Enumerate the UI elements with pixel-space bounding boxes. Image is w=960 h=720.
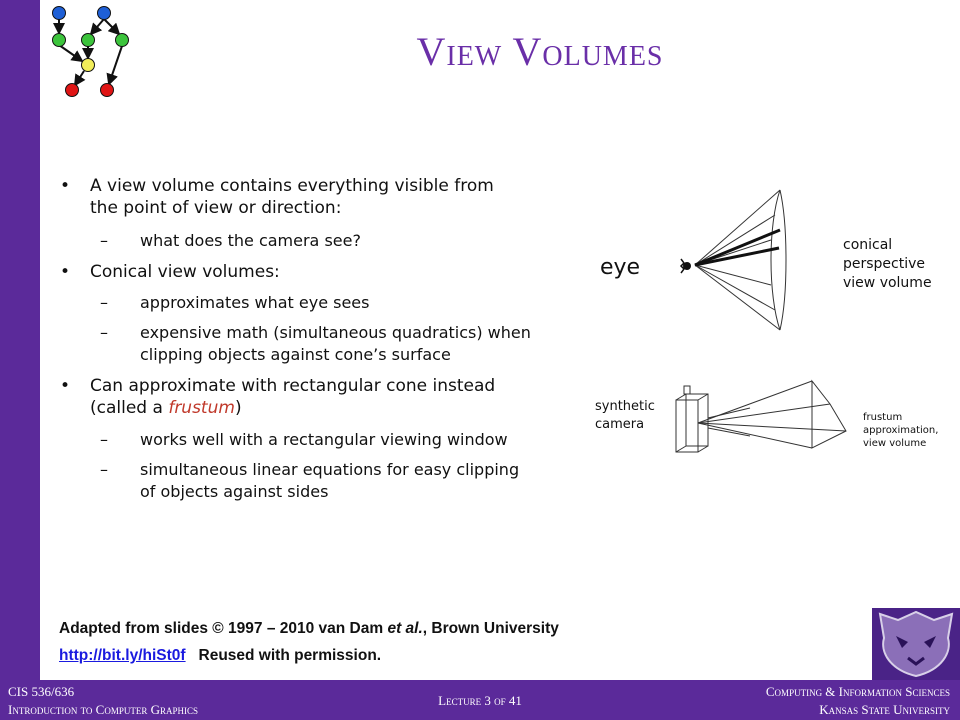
conical-label-line: perspective bbox=[843, 256, 926, 272]
sub-bullet-text-line: expensive math (simultaneous quadratics) when bbox=[140, 323, 531, 342]
credit-line bbox=[59, 647, 381, 665]
reuse-text: Reused with permission. bbox=[198, 647, 382, 664]
wildcat-logo-icon bbox=[872, 608, 960, 680]
page-title: View Volumes bbox=[416, 29, 664, 74]
sub-bullet-text-line: simultaneous linear equations for easy clipping bbox=[140, 460, 520, 479]
frustum-label-line: approximation, bbox=[863, 425, 939, 436]
bullet-text-line: A view volume contains everything visible from bbox=[90, 176, 494, 196]
camera-label-line: synthetic bbox=[595, 399, 655, 414]
sub-bullet-dash: – bbox=[100, 460, 108, 479]
sub-bullet-text: approximates what eye sees bbox=[140, 293, 370, 312]
bullet-dot: • bbox=[60, 376, 71, 396]
frustum-term: frustum bbox=[168, 398, 235, 418]
frustum-figure bbox=[590, 378, 955, 463]
footer-bar bbox=[0, 680, 960, 720]
sub-bullet-text: works well with a rectangular viewing window bbox=[140, 430, 508, 449]
sub-bullet-dash: – bbox=[100, 323, 108, 342]
frustum-label-line: frustum bbox=[863, 412, 903, 423]
credit-line bbox=[59, 620, 559, 638]
graph-logo-icon bbox=[44, 4, 134, 98]
sub-bullet-dash: – bbox=[100, 231, 108, 250]
svg-text:frustum approximation, bbox=[863, 412, 942, 449]
university-name: Kansas State University bbox=[819, 702, 950, 717]
bullet-text-part: ) bbox=[234, 398, 242, 418]
left-purple-bar bbox=[0, 0, 40, 680]
source-link[interactable]: http://bit.ly/hiSt0f bbox=[59, 647, 186, 664]
course-code: CIS 536/636 bbox=[8, 684, 75, 699]
conical-label-line: conical bbox=[843, 237, 893, 253]
sub-bullet-text: what does the camera see? bbox=[140, 231, 361, 250]
department-name: Computing & Information Sciences bbox=[765, 684, 950, 699]
svg-text:synthetic camera bbox=[595, 399, 659, 432]
sub-bullet-text-line: clipping objects against cone’s surface bbox=[140, 345, 451, 364]
credit-text: , Brown University bbox=[422, 620, 559, 637]
bullet-text-line: the point of view or direction: bbox=[90, 198, 342, 218]
sub-bullet-text-line: of objects against sides bbox=[140, 482, 329, 501]
conical-view-volume-figure bbox=[595, 185, 955, 345]
frustum-label-line: view volume bbox=[863, 438, 927, 449]
credit-text: Adapted from slides © 1997 – 2010 van Dam bbox=[59, 620, 388, 637]
bullet-dot: • bbox=[60, 176, 71, 196]
bullet-text-part: (called a bbox=[90, 398, 169, 418]
course-name: Introduction to Computer Graphics bbox=[8, 702, 198, 717]
conical-label-line: view volume bbox=[843, 275, 932, 291]
bullet-text-line: Can approximate with rectangular cone instead bbox=[90, 376, 496, 396]
sub-bullet-dash: – bbox=[100, 430, 108, 449]
lecture-number: Lecture 3 of 41 bbox=[438, 693, 522, 708]
eye-label: eye bbox=[600, 255, 641, 280]
credit-italic: et al. bbox=[387, 620, 423, 637]
sub-bullet-dash: – bbox=[100, 293, 108, 312]
bullet-text-line: Conical view volumes: bbox=[90, 262, 280, 282]
svg-text:conical perspective vi bbox=[843, 237, 932, 291]
camera-label-line: camera bbox=[595, 417, 645, 432]
bullet-dot: • bbox=[60, 262, 71, 282]
